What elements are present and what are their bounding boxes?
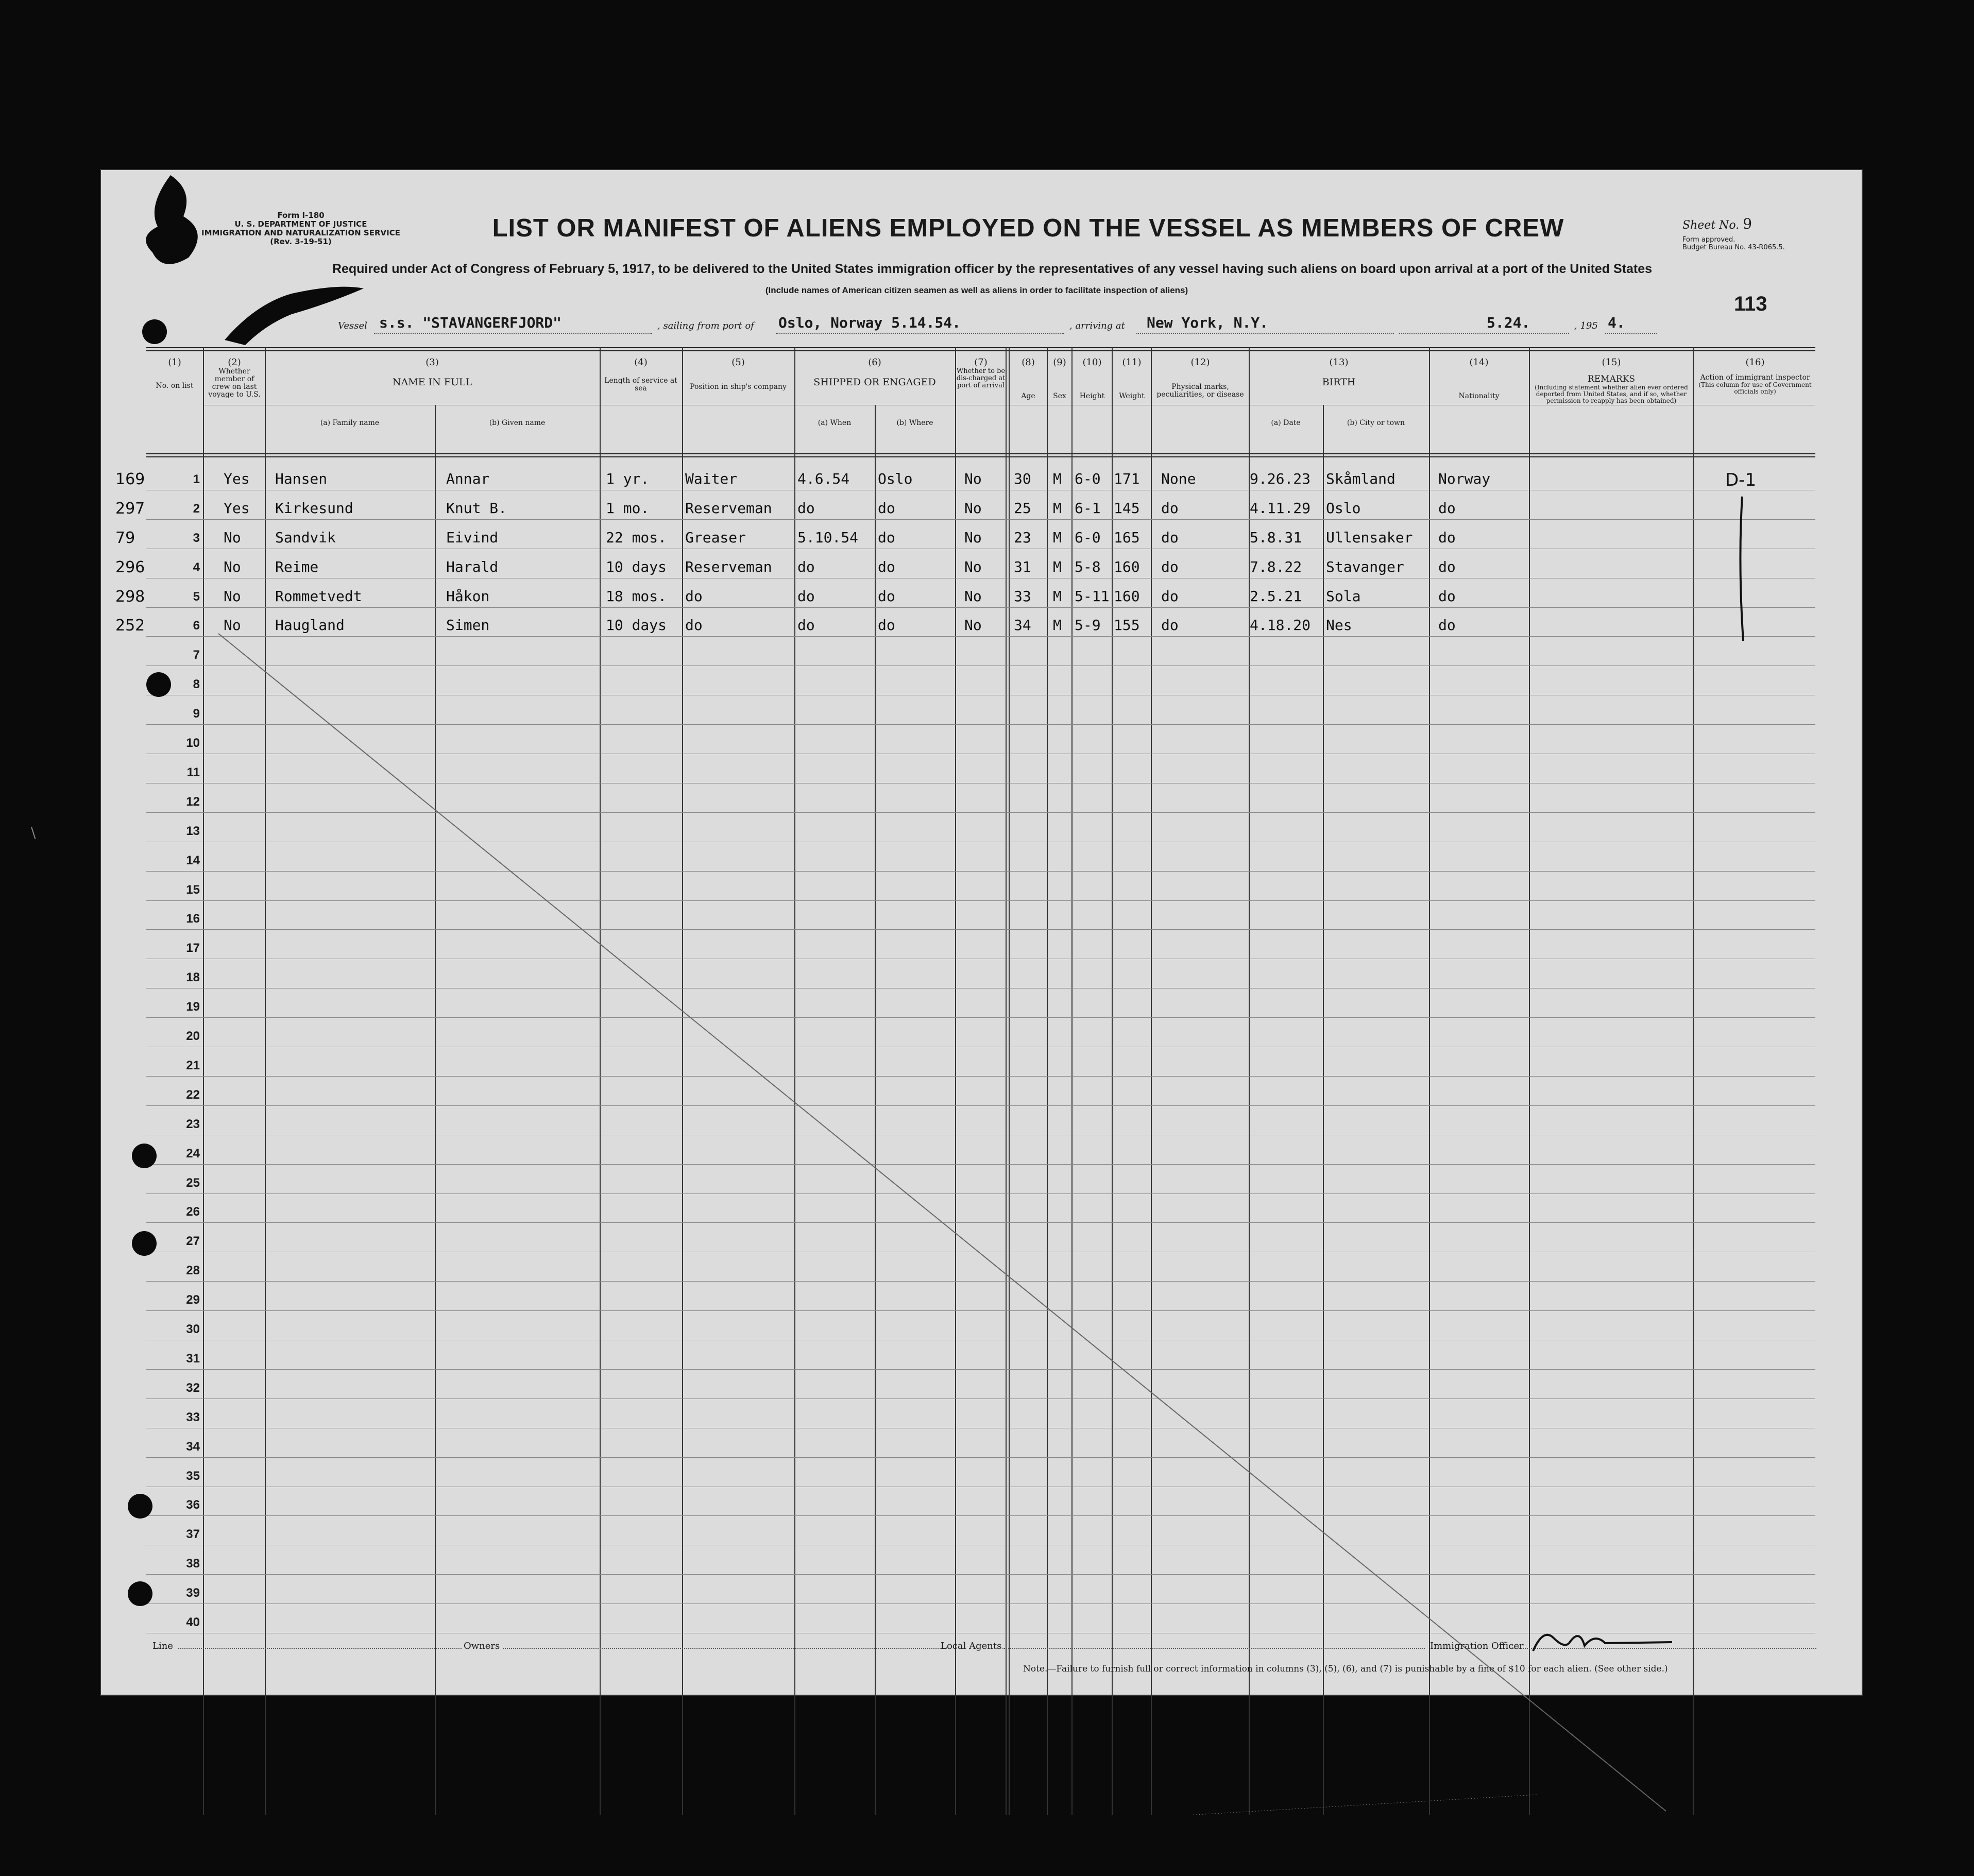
cell-birth-date: 4.11.29	[1250, 499, 1311, 517]
crew-table	[115, 347, 1815, 1815]
service-name: IMMIGRATION AND NATURALIZATION SERVICE	[201, 228, 400, 237]
col10-header: (10) Height	[1079, 357, 1105, 400]
cell-age: 23	[1014, 528, 1031, 546]
cell-discharged: No	[964, 499, 982, 517]
cell-birth-city: Nes	[1326, 617, 1352, 634]
row-number: 18	[186, 970, 200, 985]
immigration-officer-label: Immigration Officer	[1430, 1641, 1524, 1651]
sheet-number: 9	[1743, 215, 1752, 232]
arriving-port: New York, N.Y.	[1147, 314, 1269, 331]
cell-where: Oslo	[878, 470, 913, 487]
form-revision: (Rev. 3-19-51)	[270, 237, 332, 246]
when-header: (a) When	[818, 419, 852, 427]
cell-position: Waiter	[685, 470, 738, 487]
row-number: 11	[186, 765, 200, 779]
row-number: 15	[186, 882, 200, 897]
cell-position: do	[685, 587, 703, 605]
col9-header: (9) Sex	[1053, 357, 1066, 400]
row-number: 21	[186, 1058, 200, 1072]
cell-prev: No	[224, 558, 241, 575]
row-number: 14	[186, 853, 200, 867]
owners-label: Owners	[464, 1641, 500, 1651]
cell-when: 4.6.54	[797, 470, 850, 487]
row-number: 33	[186, 1410, 200, 1424]
col6-header: (6) SHIPPED OR ENGAGED	[813, 357, 936, 388]
row-number: 22	[186, 1087, 200, 1102]
cell-id: 79	[115, 528, 135, 547]
cell-given: Simen	[446, 617, 490, 634]
cell-where: do	[878, 558, 895, 575]
family-name-header: (a) Family name	[320, 419, 380, 427]
cell-prev: No	[224, 617, 241, 634]
cell-sex: M	[1053, 617, 1062, 634]
col12-header: (12) Physical marks, peculiarities, or disease	[1156, 357, 1244, 399]
document-title: LIST OR MANIFEST OF ALIENS EMPLOYED ON THE VESSEL AS MEMBERS OF CREW	[492, 214, 1564, 242]
col13-header: (13) BIRTH	[1322, 357, 1356, 388]
cell-height: 5-9	[1075, 617, 1101, 634]
year-digit: 4.	[1608, 314, 1625, 331]
cell-height: 6-0	[1075, 528, 1101, 546]
budget-bureau-text: Budget Bureau No. 43-R065.5.	[1682, 244, 1785, 251]
cell-weight: 145	[1114, 499, 1140, 517]
cell-marks: do	[1161, 528, 1179, 546]
cell-service: 10 days	[606, 617, 667, 634]
cell-id: 297	[115, 499, 145, 518]
line-label: Line	[152, 1641, 173, 1651]
col5-header: (5) Position in ship's company	[690, 357, 787, 391]
row-number: 20	[186, 1029, 200, 1043]
cell-where: do	[878, 617, 895, 634]
cell-nationality: Norway	[1438, 470, 1491, 487]
col4-header: (4) Length of service at sea	[604, 357, 677, 393]
cell-birth-city: Stavanger	[1326, 558, 1404, 575]
cell-age: 30	[1014, 470, 1031, 487]
form-number: Form I-180	[277, 211, 325, 220]
cell-weight: 155	[1114, 617, 1140, 634]
cell-given: Knut B.	[446, 499, 507, 517]
cell-id: 296	[115, 558, 145, 576]
punch-hole	[128, 1581, 152, 1606]
cell-nationality: do	[1438, 528, 1456, 546]
cell-prev: Yes	[224, 470, 250, 487]
cell-discharged: No	[964, 470, 982, 487]
cell-age: 25	[1014, 499, 1031, 517]
row-number: 17	[186, 941, 200, 956]
row-number: 1	[193, 472, 200, 486]
cell-when: 5.10.54	[797, 528, 859, 546]
sheet-label: Sheet No.	[1682, 219, 1740, 232]
cell-sex: M	[1053, 470, 1062, 487]
col8-header: (8) Age	[1021, 357, 1035, 400]
col2-header: (2) Whether member of crew on last voyage to U.S.	[208, 357, 261, 399]
cell-weight: 160	[1114, 587, 1140, 605]
row-number: 38	[186, 1557, 200, 1571]
cell-height: 6-0	[1075, 470, 1101, 487]
arriving-label: , arriving at	[1069, 320, 1125, 331]
cell-when: do	[797, 499, 815, 517]
vessel-name: s.s. "STAVANGERFJORD"	[379, 314, 562, 331]
vessel-label: Vessel	[338, 320, 367, 331]
cell-when: do	[797, 617, 815, 634]
inspector-bracket	[146, 347, 1815, 1815]
given-name-header: (b) Given name	[489, 419, 546, 427]
cell-position: Reserveman	[685, 499, 772, 517]
sheet-number-field	[1682, 215, 1752, 232]
row-number: 2	[193, 501, 200, 516]
row-number: 12	[186, 794, 200, 809]
col14-header: (14) Nationality	[1458, 357, 1500, 400]
cell-where: do	[878, 587, 895, 605]
cell-given: Harald	[446, 558, 499, 575]
row-number: 26	[186, 1205, 200, 1219]
cell-sex: M	[1053, 528, 1062, 546]
cell-position: Reserveman	[685, 558, 772, 575]
row-number: 31	[186, 1351, 200, 1366]
cell-height: 5-8	[1075, 558, 1101, 575]
cell-marks: do	[1161, 558, 1179, 575]
cell-birth-city: Skåmland	[1326, 470, 1396, 487]
col11-header: (11) Weight	[1119, 357, 1145, 400]
row-number: 23	[186, 1117, 200, 1131]
row-number: 8	[193, 677, 200, 692]
officer-signature	[1523, 1623, 1677, 1659]
page-number: 113	[1734, 293, 1767, 315]
row-number: 32	[186, 1380, 200, 1395]
cell-prev: No	[224, 587, 241, 605]
cell-when: do	[797, 558, 815, 575]
col15-header: (15) REMARKS (Including statement whether alien ever ordered deported from United States, and if so, whether permission to reapply has been obtained)	[1535, 357, 1688, 404]
arrival-date: 5.24.	[1487, 314, 1530, 331]
row-number: 37	[186, 1527, 200, 1542]
penalty-note: Note.—Failure to furnish full or correct information in columns (3), (5), (6), and (7) is punishable by a fine of $10 for each alien. (See other side.)	[1023, 1664, 1668, 1674]
year-prefix: , 195	[1574, 320, 1598, 331]
cell-service: 18 mos.	[606, 587, 667, 605]
cell-family: Haugland	[275, 617, 345, 634]
include-instruction: (Include names of American citizen seamen as well as aliens in order to facilitate inspection of aliens)	[765, 285, 1188, 295]
cell-service: 10 days	[606, 558, 667, 575]
cell-family: Rommetvedt	[275, 587, 362, 605]
row-number: 24	[186, 1146, 200, 1161]
scan-artifact: \	[31, 824, 36, 841]
punch-hole	[146, 672, 171, 697]
cell-family: Kirkesund	[275, 499, 353, 517]
cell-family: Reime	[275, 558, 319, 575]
punch-hole	[132, 1231, 157, 1256]
row-number: 9	[193, 707, 200, 721]
punch-hole	[128, 1494, 152, 1519]
row-number: 39	[186, 1586, 200, 1600]
cell-discharged: No	[964, 587, 982, 605]
cell-birth-date: 4.18.20	[1250, 617, 1311, 634]
cell-age: 31	[1014, 558, 1031, 575]
cell-birth-city: Sola	[1326, 587, 1361, 605]
row-number: 36	[186, 1498, 200, 1512]
cell-position: do	[685, 617, 703, 634]
cell-age: 34	[1014, 617, 1031, 634]
sailing-port: Oslo, Norway 5.14.54.	[778, 314, 961, 331]
cell-sex: M	[1053, 499, 1062, 517]
row-number: 3	[193, 531, 200, 545]
cell-prev: Yes	[224, 499, 250, 517]
budget-approval	[1682, 236, 1785, 251]
sailing-label: , sailing from port of	[657, 320, 754, 331]
row-number: 19	[186, 1000, 200, 1014]
cell-given: Annar	[446, 470, 490, 487]
cell-marks: do	[1161, 587, 1179, 605]
cell-family: Sandvik	[275, 528, 336, 546]
cell-id: 169	[115, 470, 145, 488]
row-number: 40	[186, 1615, 200, 1629]
inspector-mark: D-1	[1725, 470, 1757, 490]
cell-nationality: do	[1438, 587, 1456, 605]
cell-sex: M	[1053, 587, 1062, 605]
torn-corner-damage	[122, 170, 389, 355]
local-agents-label: Local Agents	[941, 1641, 1002, 1651]
manifest-sheet	[101, 170, 1862, 1695]
birth-date-header: (a) Date	[1271, 419, 1301, 427]
cell-position: Greaser	[685, 528, 746, 546]
birth-city-header: (b) City or town	[1347, 419, 1405, 427]
row-number: 30	[186, 1322, 200, 1336]
cell-sex: M	[1053, 558, 1062, 575]
cell-birth-date: 7.8.22	[1250, 558, 1302, 575]
cell-nationality: do	[1438, 499, 1456, 517]
cell-weight: 165	[1114, 528, 1140, 546]
cell-given: Håkon	[446, 587, 490, 605]
punch-hole	[132, 1144, 157, 1168]
cell-service: 22 mos.	[606, 528, 667, 546]
cell-birth-date: 5.8.31	[1250, 528, 1302, 546]
row-number: 4	[193, 560, 200, 574]
cell-service: 1 mo.	[606, 499, 650, 517]
row-number: 35	[186, 1469, 200, 1483]
col1-header: (1) No. on list	[156, 357, 194, 390]
cell-where: do	[878, 499, 895, 517]
cell-age: 33	[1014, 587, 1031, 605]
cell-family: Hansen	[275, 470, 328, 487]
row-number: 10	[186, 736, 200, 750]
cell-discharged: No	[964, 558, 982, 575]
row-number: 27	[186, 1234, 200, 1249]
cell-given: Eivind	[446, 528, 499, 546]
row-number: 7	[193, 648, 200, 662]
cell-marks: do	[1161, 617, 1179, 634]
cell-id: 252	[115, 617, 145, 635]
cell-birth-city: Ullensaker	[1326, 528, 1413, 546]
cell-weight: 160	[1114, 558, 1140, 575]
row-number: 5	[193, 589, 200, 604]
cell-where: do	[878, 528, 895, 546]
cell-discharged: No	[964, 617, 982, 634]
row-number: 25	[186, 1175, 200, 1190]
row-number: 16	[186, 912, 200, 926]
cell-id: 298	[115, 587, 145, 606]
col7-header: (7) Whether to be dis-charged at port of arrival	[956, 357, 1006, 389]
cell-marks: None	[1161, 470, 1196, 487]
cell-marks: do	[1161, 499, 1179, 517]
row-number: 13	[186, 824, 200, 838]
department-name: U. S. DEPARTMENT OF JUSTICE	[234, 219, 367, 229]
cell-discharged: No	[964, 528, 982, 546]
col3-header: (3) NAME IN FULL	[392, 357, 472, 388]
cell-height: 6-1	[1075, 499, 1101, 517]
cell-nationality: do	[1438, 558, 1456, 575]
row-number: 6	[193, 619, 200, 633]
cell-prev: No	[224, 528, 241, 546]
cell-birth-city: Oslo	[1326, 499, 1361, 517]
where-header: (b) Where	[896, 419, 933, 427]
row-number: 29	[186, 1293, 200, 1307]
vessel-line	[338, 314, 1729, 337]
form-approved-text: Form approved.	[1682, 236, 1735, 244]
legal-requirement-text: Required under Act of Congress of February 5, 1917, to be delivered to the United States immigration officer by the representatives of any vessel having such aliens on board upon arrival at a port of the United States	[332, 262, 1653, 276]
cell-weight: 171	[1114, 470, 1140, 487]
cell-nationality: do	[1438, 617, 1456, 634]
cell-when: do	[797, 587, 815, 605]
cell-height: 5-11	[1075, 587, 1110, 605]
cell-birth-date: 9.26.23	[1250, 470, 1311, 487]
cell-birth-date: 2.5.21	[1250, 587, 1302, 605]
row-number: 28	[186, 1264, 200, 1278]
cell-service: 1 yr.	[606, 470, 650, 487]
col16-header: (16) Action of immigrant inspector (This column for use of Government officials only)	[1698, 357, 1812, 395]
row-number: 34	[186, 1439, 200, 1454]
